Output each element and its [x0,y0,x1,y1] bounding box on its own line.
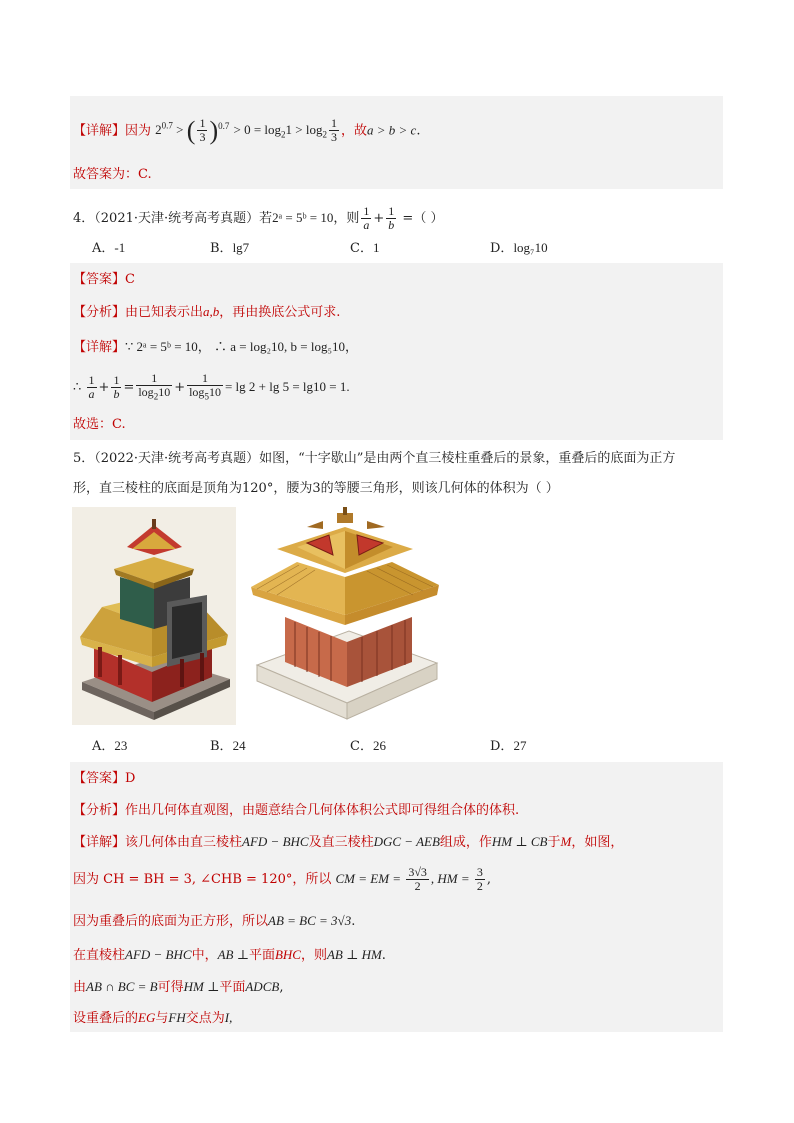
q4-detail-line-2: ∴ $\frac{1}{a}$ + $\frac{1}{b}$ = $\frac{1}{\log_210}$ + $\frac{1}{\log_510}$ = lg 2 + lg 5 = lg10 = 1. [73,371,350,402]
q5-detail-line-6: 设重叠后的EG与FH交点为I, [73,1010,233,1026]
q4-option-b: B．lg7 [210,240,250,256]
q5-analysis-line: 【分析】作出几何体直观图，由题意结合几何体体积公式即可得组合体的体积. [73,803,520,818]
q4-choose-line: 故选：C. [73,417,126,432]
q4-option-a: A．-1 [92,240,126,256]
q5-option-b: B．24 [210,738,246,754]
q5-stem-line-2: 形，直三棱柱的底面是顶角为120°，腰为3的等腰三角形，则该几何体的体积为（ ） [73,481,559,496]
q5-stem-line-1: 5．（2022·天津·统考高考真题）如图，“十字歇山”是由两个直三棱柱重叠后的景象，重叠后的底面为正方 [73,451,676,466]
q4-option-d: D．log₇10 [490,240,548,256]
q5-detail-line-3: 因为重叠后的底面为正方形，所以AB = BC = 3√3. [73,913,356,929]
q4-answer-line: 【答案】C [73,272,135,287]
q4-analysis-line: 【分析】由已知表示出a,b，再由换底公式可求. [73,304,341,320]
q5-detail-line-1: 【详解】该几何体由直三棱柱AFD − BHC及直三棱柱DGC − AEB组成，作HM ⊥ CB于M，如图， [73,834,624,850]
q3-answer-line: 故答案为：C. [73,167,152,182]
q3-detail-line: 【详解】因为 $2^{0.7}$ > ( $\frac{1}{3}$ )$^{0.7} > 0 = \log_21 > \log_2$ $\frac{1}{3}$ ，故a > b > c. [73,115,421,145]
q5-detail-line-2: 因为 CH = BH = 3, ∠CHB = 120°，所以 CM = EM = $\frac{3√3}{2}$ , HM = $\frac{3}{2}$ , [73,865,492,893]
q4-stem: 4．（2021·天津·统考高考真题）若2ᵃ = 5ᵇ = 10，则 $\frac{1}{a}$ + $\frac{1}{b}$ =（ ） [73,204,444,232]
q5-option-c: C．26 [350,738,386,754]
q5-detail-line-4: 在直棱柱AFD − BHC中，AB ⊥平面BHC，则AB ⊥ HM. [73,947,386,963]
cross-gable-pavilion-illustration [237,507,449,725]
q4-option-c: C．1 [350,240,380,256]
q4-detail-line-1: 【详解】∵ 2ᵃ = 5ᵇ = 10， ∴ a = log₂10, b = log₅10， [73,339,359,355]
detail-tag: 【详解】 [73,123,126,139]
q5-option-d: D．27 [490,738,527,754]
pavilion-cutaway-illustration [72,507,236,725]
q5-option-a: A．23 [92,738,128,754]
q5-answer-line: 【答案】D [73,771,136,786]
q3-conclusion: a > b > c [367,122,417,138]
q5-detail-line-5: 由AB ∩ BC = B可得HM ⊥平面ADCB, [73,979,284,995]
